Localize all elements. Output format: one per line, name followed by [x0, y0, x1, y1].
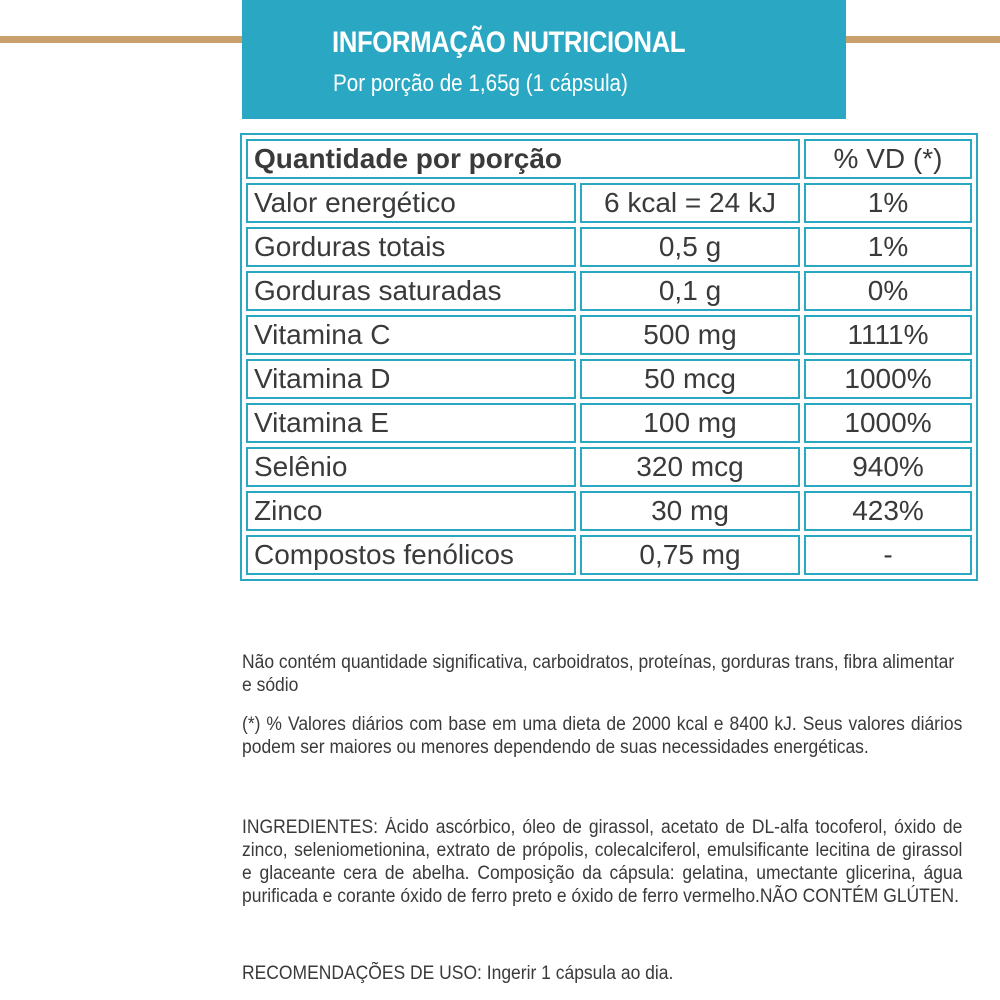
nutrient-name: Gorduras totais — [246, 227, 576, 267]
nutrient-vd: 423% — [804, 491, 972, 531]
nutrient-vd: 1000% — [804, 403, 972, 443]
not-significant-note — [242, 651, 962, 697]
table-row — [246, 183, 972, 223]
ingredients-note — [242, 816, 962, 908]
table-row — [246, 535, 972, 575]
nutrient-name: Compostos fenólicos — [246, 535, 576, 575]
nutrient-vd: 1% — [804, 227, 972, 267]
nutrient-name: Vitamina D — [246, 359, 576, 399]
nutrient-vd: 940% — [804, 447, 972, 487]
nutrient-name: Vitamina C — [246, 315, 576, 355]
nutrient-name: Selênio — [246, 447, 576, 487]
nutrient-vd: 1% — [804, 183, 972, 223]
table-row — [246, 271, 972, 311]
nutrient-name: Vitamina E — [246, 403, 576, 443]
nutrient-name: Zinco — [246, 491, 576, 531]
nutrient-vd: - — [804, 535, 972, 575]
page-title: INFORMAÇÃO NUTRICIONAL — [332, 26, 686, 59]
nutrient-amount: 320 mcg — [580, 447, 800, 487]
nutrition-table — [240, 133, 978, 581]
nutrient-amount: 0,75 mg — [580, 535, 800, 575]
nutrient-amount: 0,1 g — [580, 271, 800, 311]
ingredients-text: INGREDIENTES: Ácido ascórbico, óleo de girassol, acetato de DL-alfa tocoferol, óxido de zinco, seleniometionina, extrato de própolis, colecalciferol, emulsificante lecitina de girassol e glaceante cera de abelha. Composição da cápsula: gelatina, umectante glicerina, água purificada e corante óxido de ferro preto e óxido de ferro vermelho.NÃO CONTÉM GLÚTEN. — [242, 817, 963, 907]
recommendations-note — [242, 962, 962, 985]
nutrient-amount: 30 mg — [580, 491, 800, 531]
table-header-row — [246, 139, 972, 179]
nutrient-name: Gorduras saturadas — [246, 271, 576, 311]
table-row — [246, 359, 972, 399]
daily-values-note — [242, 713, 962, 759]
header-quantity-label: Quantidade por porção — [246, 139, 800, 179]
table-row — [246, 447, 972, 487]
daily-values-text: (*) % Valores diários com base em uma dieta de 2000 kcal e 8400 kJ. Seus valores diários podem ser maiores ou menores dependendo de suas necessidades energéticas. — [242, 714, 963, 758]
table-row — [246, 315, 972, 355]
nutrient-vd: 0% — [804, 271, 972, 311]
header-vd-label: % VD (*) — [804, 139, 972, 179]
decorative-stripe-right — [846, 36, 1000, 43]
nutrient-amount: 0,5 g — [580, 227, 800, 267]
recommendations-text: RECOMENDAÇÕES DE USO: Ingerir 1 cápsula ao dia. — [242, 963, 674, 984]
nutrient-amount: 500 mg — [580, 315, 800, 355]
table-row — [246, 491, 972, 531]
not-significant-text: Não contém quantidade significativa, carboidratos, proteínas, gorduras trans, fibra alimentar e sódio — [242, 652, 955, 696]
nutrient-amount: 6 kcal = 24 kJ — [580, 183, 800, 223]
nutrient-amount: 100 mg — [580, 403, 800, 443]
decorative-stripe-left — [0, 36, 242, 43]
nutrient-amount: 50 mcg — [580, 359, 800, 399]
serving-size: Por porção de 1,65g (1 cápsula) — [333, 70, 628, 97]
table-row — [246, 227, 972, 267]
nutrient-name: Valor energético — [246, 183, 576, 223]
table-row — [246, 403, 972, 443]
nutrition-header — [242, 0, 846, 119]
nutrient-vd: 1000% — [804, 359, 972, 399]
nutrient-vd: 1111% — [804, 315, 972, 355]
